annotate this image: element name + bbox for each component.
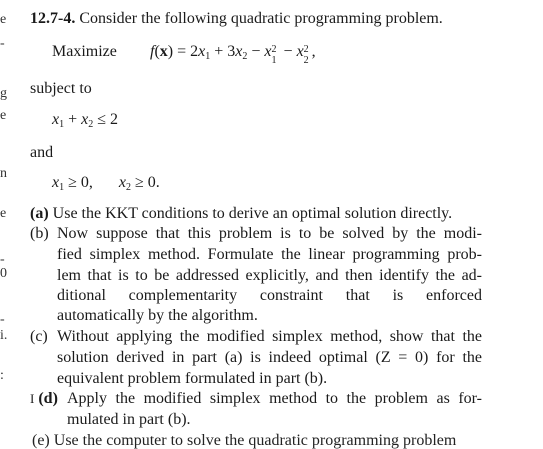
part-a-line: Use the KKT conditions to derive an optimal solution directly. [52, 205, 453, 222]
part-c-line: equivalent problem formulated in part (b). [57, 370, 328, 387]
part-d-prefix: I [30, 391, 35, 406]
objective-function: $f(x) = 2x_1 + 3x_2 - x$ 2 1 − x 2 2 , [150, 43, 316, 66]
margin-mark: - [0, 252, 5, 267]
part-b-line: Now suppose that this problem is to be solved by the modi- [57, 225, 482, 242]
part-c-line: Without applying the modified simplex method, show that the [57, 328, 482, 345]
margin-mark: - [0, 36, 5, 51]
margin-mark: g [0, 86, 7, 101]
part-c-label: (c) [30, 328, 48, 345]
part-b-label: (b) [30, 225, 49, 242]
nonnegativity-constraints: $x_1 \ge 0$, $x_2 \ge 0$. [52, 174, 160, 193]
constraint-1: $x_1 + x_2 \le 2$ [52, 111, 119, 130]
problem-heading [30, 9, 443, 29]
margin-mark: e [0, 12, 7, 27]
subject-to-label: subject to [30, 80, 92, 97]
part-c-line: solution derived in part (a) is indeed optimal (Z = 0) for the [57, 349, 482, 366]
problem-intro: Consider the following quadratic programming problem. [79, 10, 443, 27]
part-b-line: automatically by the algorithm. [57, 307, 258, 324]
margin-mark: e [0, 206, 7, 221]
objective-word: Maximize [52, 43, 117, 60]
part-d-line: Apply the modified simplex method to the problem as for- [67, 390, 482, 407]
part-b-line: ditional complementarity constraint that is enforced [57, 287, 482, 304]
and-label: and [30, 144, 54, 161]
part-a-label: (a) [30, 205, 49, 222]
margin-mark: e [0, 108, 7, 123]
problem-number: 12.7-4. [30, 10, 76, 27]
part-d-label: I (d) [30, 390, 58, 407]
margin-mark: n [0, 166, 7, 181]
part-d-line: mulated in part (b). [67, 411, 191, 428]
margin-mark: 0 [0, 266, 7, 281]
part-e-cut-text: (e) Use the computer to solve the quadratic programming problem [32, 432, 457, 449]
margin-mark: - [0, 312, 5, 327]
margin-mark: i. [0, 328, 8, 343]
part-b-line: fied simplex method. Formulate the linear programming prob- [57, 246, 482, 263]
margin-mark: : [0, 368, 4, 383]
part-b-line: lem that is to be addressed explicitly, and then identify the ad- [57, 267, 482, 284]
part-a [30, 204, 452, 224]
cut-off-line [0, 432, 543, 449]
